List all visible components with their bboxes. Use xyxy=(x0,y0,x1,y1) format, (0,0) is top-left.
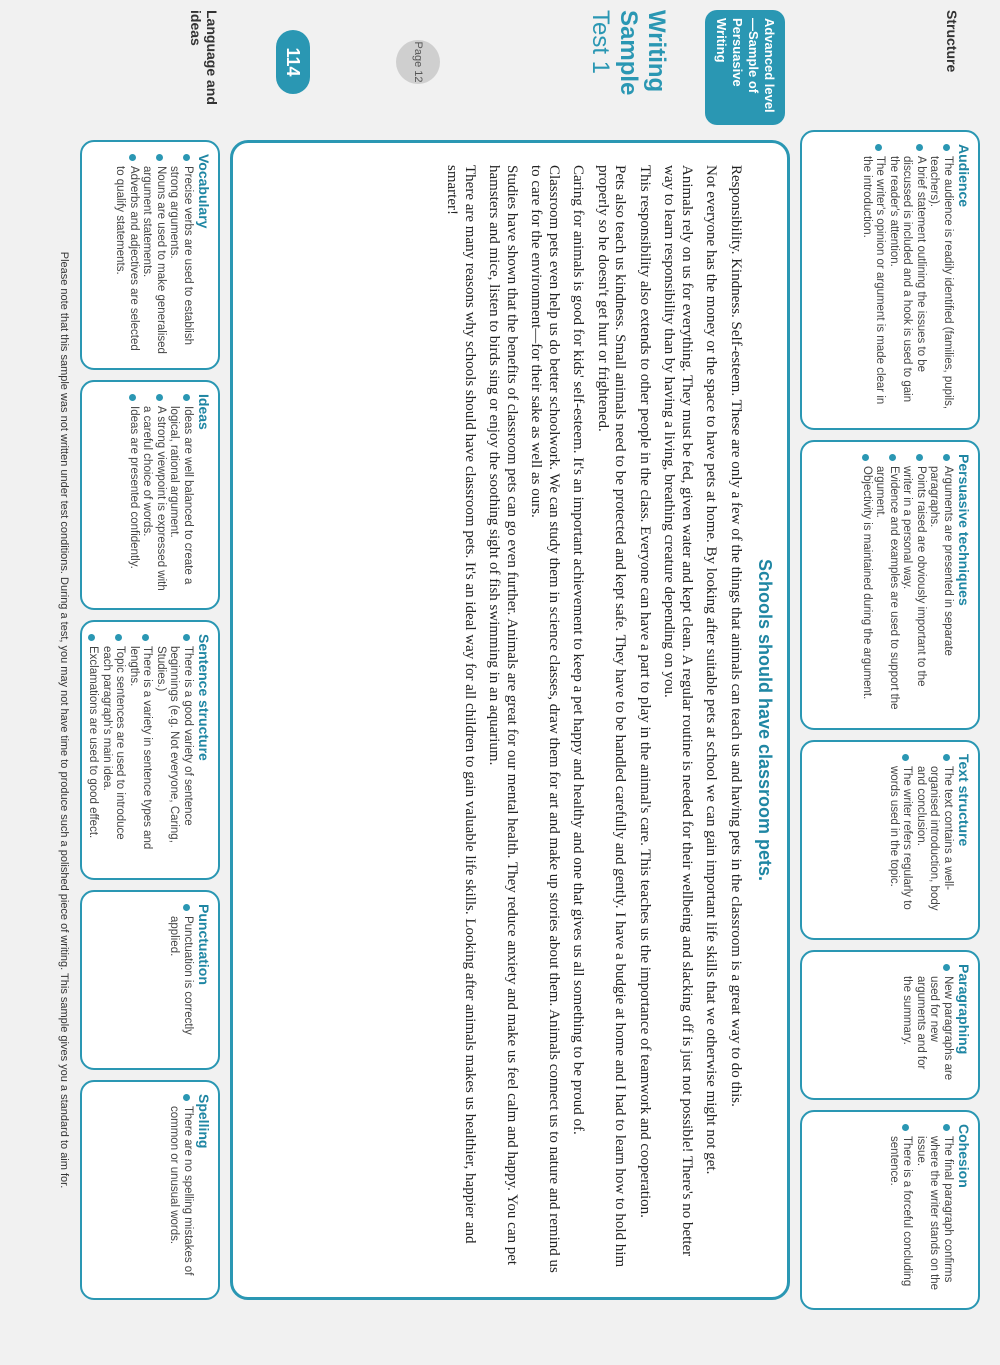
card-title: Persuasive techniques xyxy=(956,454,972,606)
card-item: Objectivity is maintained during the argument. xyxy=(860,454,874,716)
structure-section-label: Structure xyxy=(944,10,960,73)
card-title: Audience xyxy=(956,144,972,208)
card-ideas xyxy=(80,380,220,610)
level-banner: Advanced level—Sample of Persuasive Writing xyxy=(705,10,785,125)
card-item: Ideas are presented confidently. xyxy=(127,394,141,596)
card-item: There is a good variety of sentence beginnings (e.g. Not everyone, Caring, Studies.) xyxy=(154,634,195,866)
card-title: Punctuation xyxy=(196,904,212,985)
essay-paragraph: There are many reasons why schools should have classroom pets. It's an ideal way for all children to gain valuable life skills. Looking after animals makes us healthier, happier and smarter! xyxy=(444,165,478,1244)
card-item: Ideas are well balanced to create a logical, rational argument. xyxy=(167,394,194,596)
card-spelling xyxy=(80,1080,220,1300)
card-item: Adverbs and adjectives are selected to qualify statements. xyxy=(113,154,140,356)
card-title: Text structure xyxy=(956,754,972,847)
card-persuasive-techniques xyxy=(800,440,980,730)
card-text-structure xyxy=(800,740,980,940)
essay-panel xyxy=(230,140,790,1300)
card-item: A brief statement outlining the issues to be discussed is included and a hook is used to gain the reader's attention. xyxy=(887,144,928,416)
card-item: There is a variety in sentence types and lengths. xyxy=(127,634,154,866)
essay-title: Schools should have classroom pets. xyxy=(755,558,775,882)
card-vocabulary xyxy=(80,140,220,370)
card-title: Spelling xyxy=(196,1094,212,1149)
card-item: The writer's opinion or argument is made clear in the introduction. xyxy=(860,144,887,416)
card-cohesion xyxy=(800,1110,980,1310)
card-audience xyxy=(800,130,980,430)
card-title: Sentence structure xyxy=(196,634,212,761)
essay-paragraph: Studies have shown that the benefits of classroom pets can go even further. Animals are great for our mental health. They reduce anxiety and make us feel calm and happy. You can pet hamsters and mice, listen to birds sing or enjoy the soothing sight of fish swimming in an aquarium. xyxy=(486,165,520,1266)
card-sentence-structure xyxy=(80,620,220,880)
card-item: Punctuation is correctly applied. xyxy=(167,904,194,1056)
essay-paragraph: Classroom pets even help us do better schoolwork. We can study them in science classes, draw them for art and make up stories about them. Animals connect us to nature and remind us to care for the environment—for their sake as well as ours. xyxy=(528,165,562,1273)
card-item: Evidence and examples are used to support the argument. xyxy=(873,454,900,716)
essay-paragraph: Caring for animals is good for kids' self-esteem. It's an important achievement to keep a pet happy and healthy and one that gives us all something to be proud of. xyxy=(570,165,587,1135)
card-item: Exclamations are used to good effect. xyxy=(86,634,100,866)
card-title: Paragraphing xyxy=(956,964,972,1055)
card-item: The audience is readily identified (families, pupils, teachers). xyxy=(927,144,954,416)
card-item: New paragraphs are used for new arguments and for the summary. xyxy=(900,964,954,1086)
card-paragraphing xyxy=(800,950,980,1100)
essay-body xyxy=(443,165,744,1275)
page-ref-circle: Page 12 xyxy=(396,40,440,84)
card-punctuation xyxy=(80,890,220,1070)
page-number-badge: 114 xyxy=(276,30,310,94)
essay-paragraph: Not everyone has the money or the space to have pets at home. By looking after suitable pets at school we can gain important life skills that we otherwise might not get. xyxy=(703,165,720,1175)
card-item: Precise verbs are used to establish strong arguments. xyxy=(167,154,194,356)
card-item: Arguments are presented in separate paragraphs. xyxy=(927,454,954,716)
title-thin: Test 1 xyxy=(587,10,614,75)
card-item: The text contains a well-organised introduction, body and conclusion. xyxy=(914,754,955,926)
essay-paragraph: Responsibility. Kindness. Self-esteem. These are only a few of the things that animals can teach us and having pets in the classroom is a great way to do this. xyxy=(728,165,744,1107)
card-item: Nouns are used to make generalised argument statements. xyxy=(140,154,167,356)
essay-paragraph: This responsibility also extends to other people in the class. Everyone can have a part to play in the animal's care. This teaches us the importance of teamwork and cooperation. xyxy=(637,165,653,1218)
card-title: Cohesion xyxy=(956,1124,972,1188)
header-strip xyxy=(220,0,980,120)
essay-paragraph: Pets also teach us kindness. Small animals need to be protected and kept safe. They have to be handled carefully and gently. I have a budgie at home and I had to learn how to hold him properly so he doesn't get hurt or frightened. xyxy=(595,165,629,1268)
card-title: Vocabulary xyxy=(196,154,212,229)
card-item: A strong viewpoint is expressed with a careful choice of words. xyxy=(140,394,167,596)
title-bold: Writing Sample xyxy=(615,10,670,96)
language-section-label: Language and ideas xyxy=(188,10,220,105)
footnote: Please note that this sample was not written under test conditions. During a test, you may not have time to produce such a polished piece of writing. This sample gives you a standard to aim for. xyxy=(58,251,70,1189)
card-title: Ideas xyxy=(196,394,212,430)
card-item: The writer refers regularly to words used in the topic. xyxy=(887,754,914,926)
card-item: There is a forceful concluding sentence. xyxy=(887,1124,914,1296)
essay-paragraph: Animals rely on us for everything. They must be fed, given water and kept clean. A regular routine is needed for their wellbeing and slacking off is just not possible! There's no better way to learn responsibility than by having a living, breathing creature depending on you. xyxy=(661,165,695,1257)
card-item: Points raised are obviously important to the writer in a personal way. xyxy=(900,454,927,716)
card-item: Topic sentences are used to introduce each paragraph's main idea. xyxy=(100,634,127,866)
card-item: The final paragraph confirms where the writer stands on the issue. xyxy=(914,1124,955,1296)
card-item: There are no spelling mistakes of common or unusual words. xyxy=(167,1094,194,1286)
